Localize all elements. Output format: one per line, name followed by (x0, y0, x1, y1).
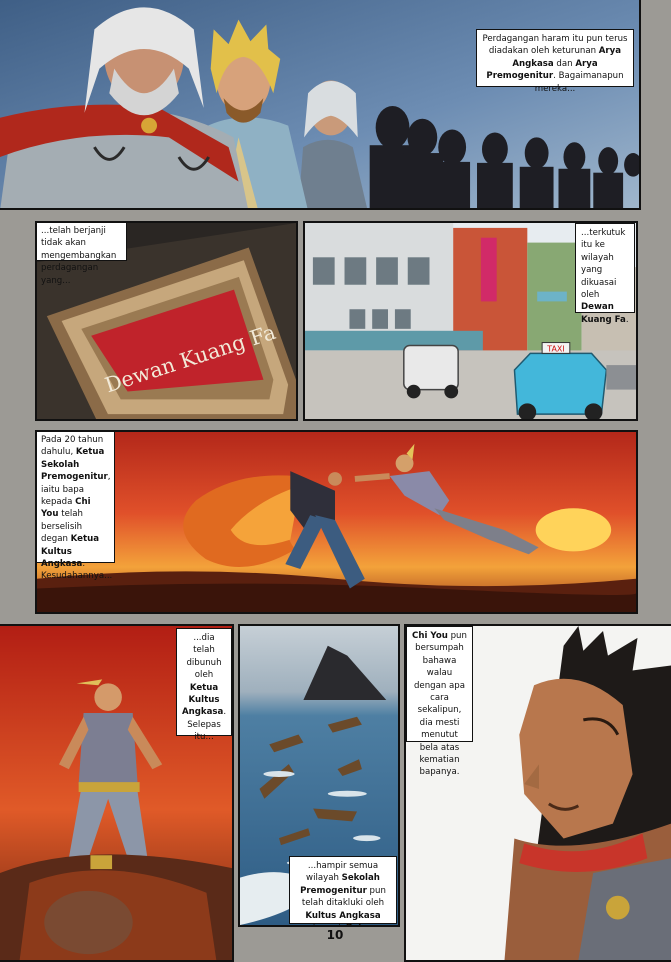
caption-text: ...dia telah dibunuh oleh (186, 633, 222, 681)
caption-panel4 (35, 430, 115, 582)
caption-text: Perdagangan haram itu pun terus diadakan oleh keturunan (482, 34, 628, 57)
caption-text: . Kesudahannya... (41, 559, 113, 582)
caption-text: , iaitu bapa kepada (41, 472, 111, 508)
caption-bold-name: Ketua Sekolah Premogenitur (41, 447, 108, 483)
caption-bold-name: Dewan Kuang Fa (581, 302, 626, 325)
caption-text: dan (553, 58, 576, 69)
panel-street (303, 221, 638, 421)
caption-text (313, 923, 346, 927)
caption-panel3 (575, 223, 635, 325)
caption-text: . Selepas itu... (187, 707, 227, 743)
caption-bold-name: Kultus Angkasa (305, 910, 381, 921)
caption-panel2 (35, 221, 127, 286)
panel-victor (0, 624, 234, 962)
caption-text: . (625, 314, 629, 325)
panel-sign (35, 221, 298, 421)
caption-text: ...telah berjanji tidak akan mengembangkan perdagangan yang... (41, 226, 117, 286)
caption-text: ...hampir semua wilayah (306, 861, 379, 884)
panel-chi-you (404, 624, 671, 962)
caption-bold-name: Ketua Kultus Angkasa (182, 682, 224, 718)
sign-text: Dewan Kuang Fa (102, 319, 279, 398)
caption-panel1 (476, 29, 634, 94)
caption-bold-name: Sekolah Premogenitur (300, 873, 380, 896)
caption-panel6 (289, 856, 397, 924)
sunset-battle-illustration (37, 432, 636, 612)
caption-bold-name: Chi You (41, 497, 91, 520)
caption-text: ...terkutuk itu ke wilayah yang dikuasai oleh (581, 228, 626, 301)
caption-panel7 (406, 626, 473, 778)
caption-text: . Bagaimanapun mereka... (534, 71, 624, 94)
caption-text: pun telah ditakluki oleh (301, 885, 386, 909)
caption-bold-name: Chi You (412, 631, 448, 641)
caption-panel5 (176, 628, 232, 743)
caption-bold-name: Arya Angkasa (512, 46, 622, 69)
page-number: 10 (326, 928, 344, 942)
caption-text: telah berselisih degan (41, 509, 83, 545)
caption-bold-name: Ketua Kultus Angkasa (41, 534, 100, 570)
caption-text: Pada 20 tahun dahulu, (41, 435, 104, 458)
panel-shipwreck (238, 624, 400, 927)
caption-text: pun bersumpah bahawa walau dengan apa cara sekalipun, dia mesti menutut bela atas kematian bapanya. (413, 631, 467, 778)
panel-sunset-battle (35, 430, 638, 614)
caption-bold-name: Arya Premogenitur (486, 58, 598, 82)
panel-lineup (0, 0, 641, 210)
taxi-sign: TAXI (547, 344, 565, 354)
